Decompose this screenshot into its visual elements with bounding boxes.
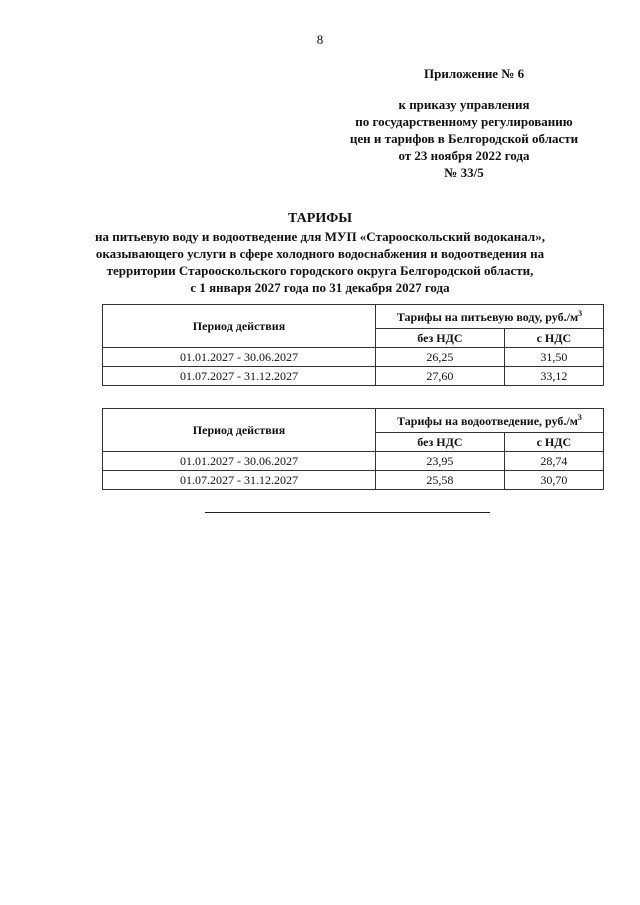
with-vat-cell: 31,50: [504, 348, 603, 367]
period-header: Период действия: [103, 305, 376, 348]
appendix-reference: [324, 96, 604, 181]
wastewater-tariff-table: [102, 408, 604, 490]
appendix-line: к приказу управления: [398, 97, 530, 112]
end-divider: [205, 512, 490, 513]
subtitle-line: территории Старооскольского городского округа Белгородской области,: [106, 263, 534, 278]
table-row: [103, 348, 604, 367]
without-vat-cell: 25,58: [376, 471, 505, 490]
without-vat-header: без НДС: [376, 329, 505, 348]
table-row: [103, 367, 604, 386]
appendix-line: по государственному регулированию: [355, 114, 573, 129]
period-cell: 01.07.2027 - 31.12.2027: [103, 367, 376, 386]
document-title: ТАРИФЫ: [288, 211, 352, 226]
table-row: [103, 452, 604, 471]
table-row: [103, 471, 604, 490]
without-vat-cell: 26,25: [376, 348, 505, 367]
without-vat-cell: 27,60: [376, 367, 505, 386]
with-vat-cell: 30,70: [504, 471, 603, 490]
subtitle-line: с 1 января 2027 года по 31 декабря 2027 года: [190, 280, 450, 295]
appendix-line: № 33/5: [444, 165, 484, 180]
subtitle-line: на питьевую воду и водоотведение для МУП «Старооскольский водоканал»,: [95, 229, 545, 244]
period-cell: 01.01.2027 - 30.06.2027: [103, 452, 376, 471]
with-vat-cell: 33,12: [504, 367, 603, 386]
with-vat-header: с НДС: [504, 329, 603, 348]
drinking-water-tariff-table: [102, 304, 604, 386]
wastewater-tariff-header: Тарифы на водоотведение, $руб./м^3$: [376, 409, 604, 433]
appendix-line: от 23 ноября 2022 года: [398, 148, 530, 163]
without-vat-cell: 23,95: [376, 452, 505, 471]
document-subtitle: [60, 228, 580, 296]
period-cell: 01.07.2027 - 31.12.2027: [103, 471, 376, 490]
subtitle-line: оказывающего услуги в сфере холодного водоснабжения и водоотведения на: [95, 246, 545, 261]
with-vat-header: с НДС: [504, 433, 603, 452]
period-cell: 01.01.2027 - 30.06.2027: [103, 348, 376, 367]
appendix-line: цен и тарифов в Белгородской области: [349, 131, 579, 146]
period-header: Период действия: [103, 409, 376, 452]
appendix-title: Приложение № 6: [424, 66, 525, 81]
without-vat-header: без НДС: [376, 433, 505, 452]
page-number: 8: [316, 32, 324, 47]
with-vat-cell: 28,74: [504, 452, 603, 471]
drinking-water-tariff-header: Тарифы на питьевую воду, $руб./м^3$: [376, 305, 604, 329]
